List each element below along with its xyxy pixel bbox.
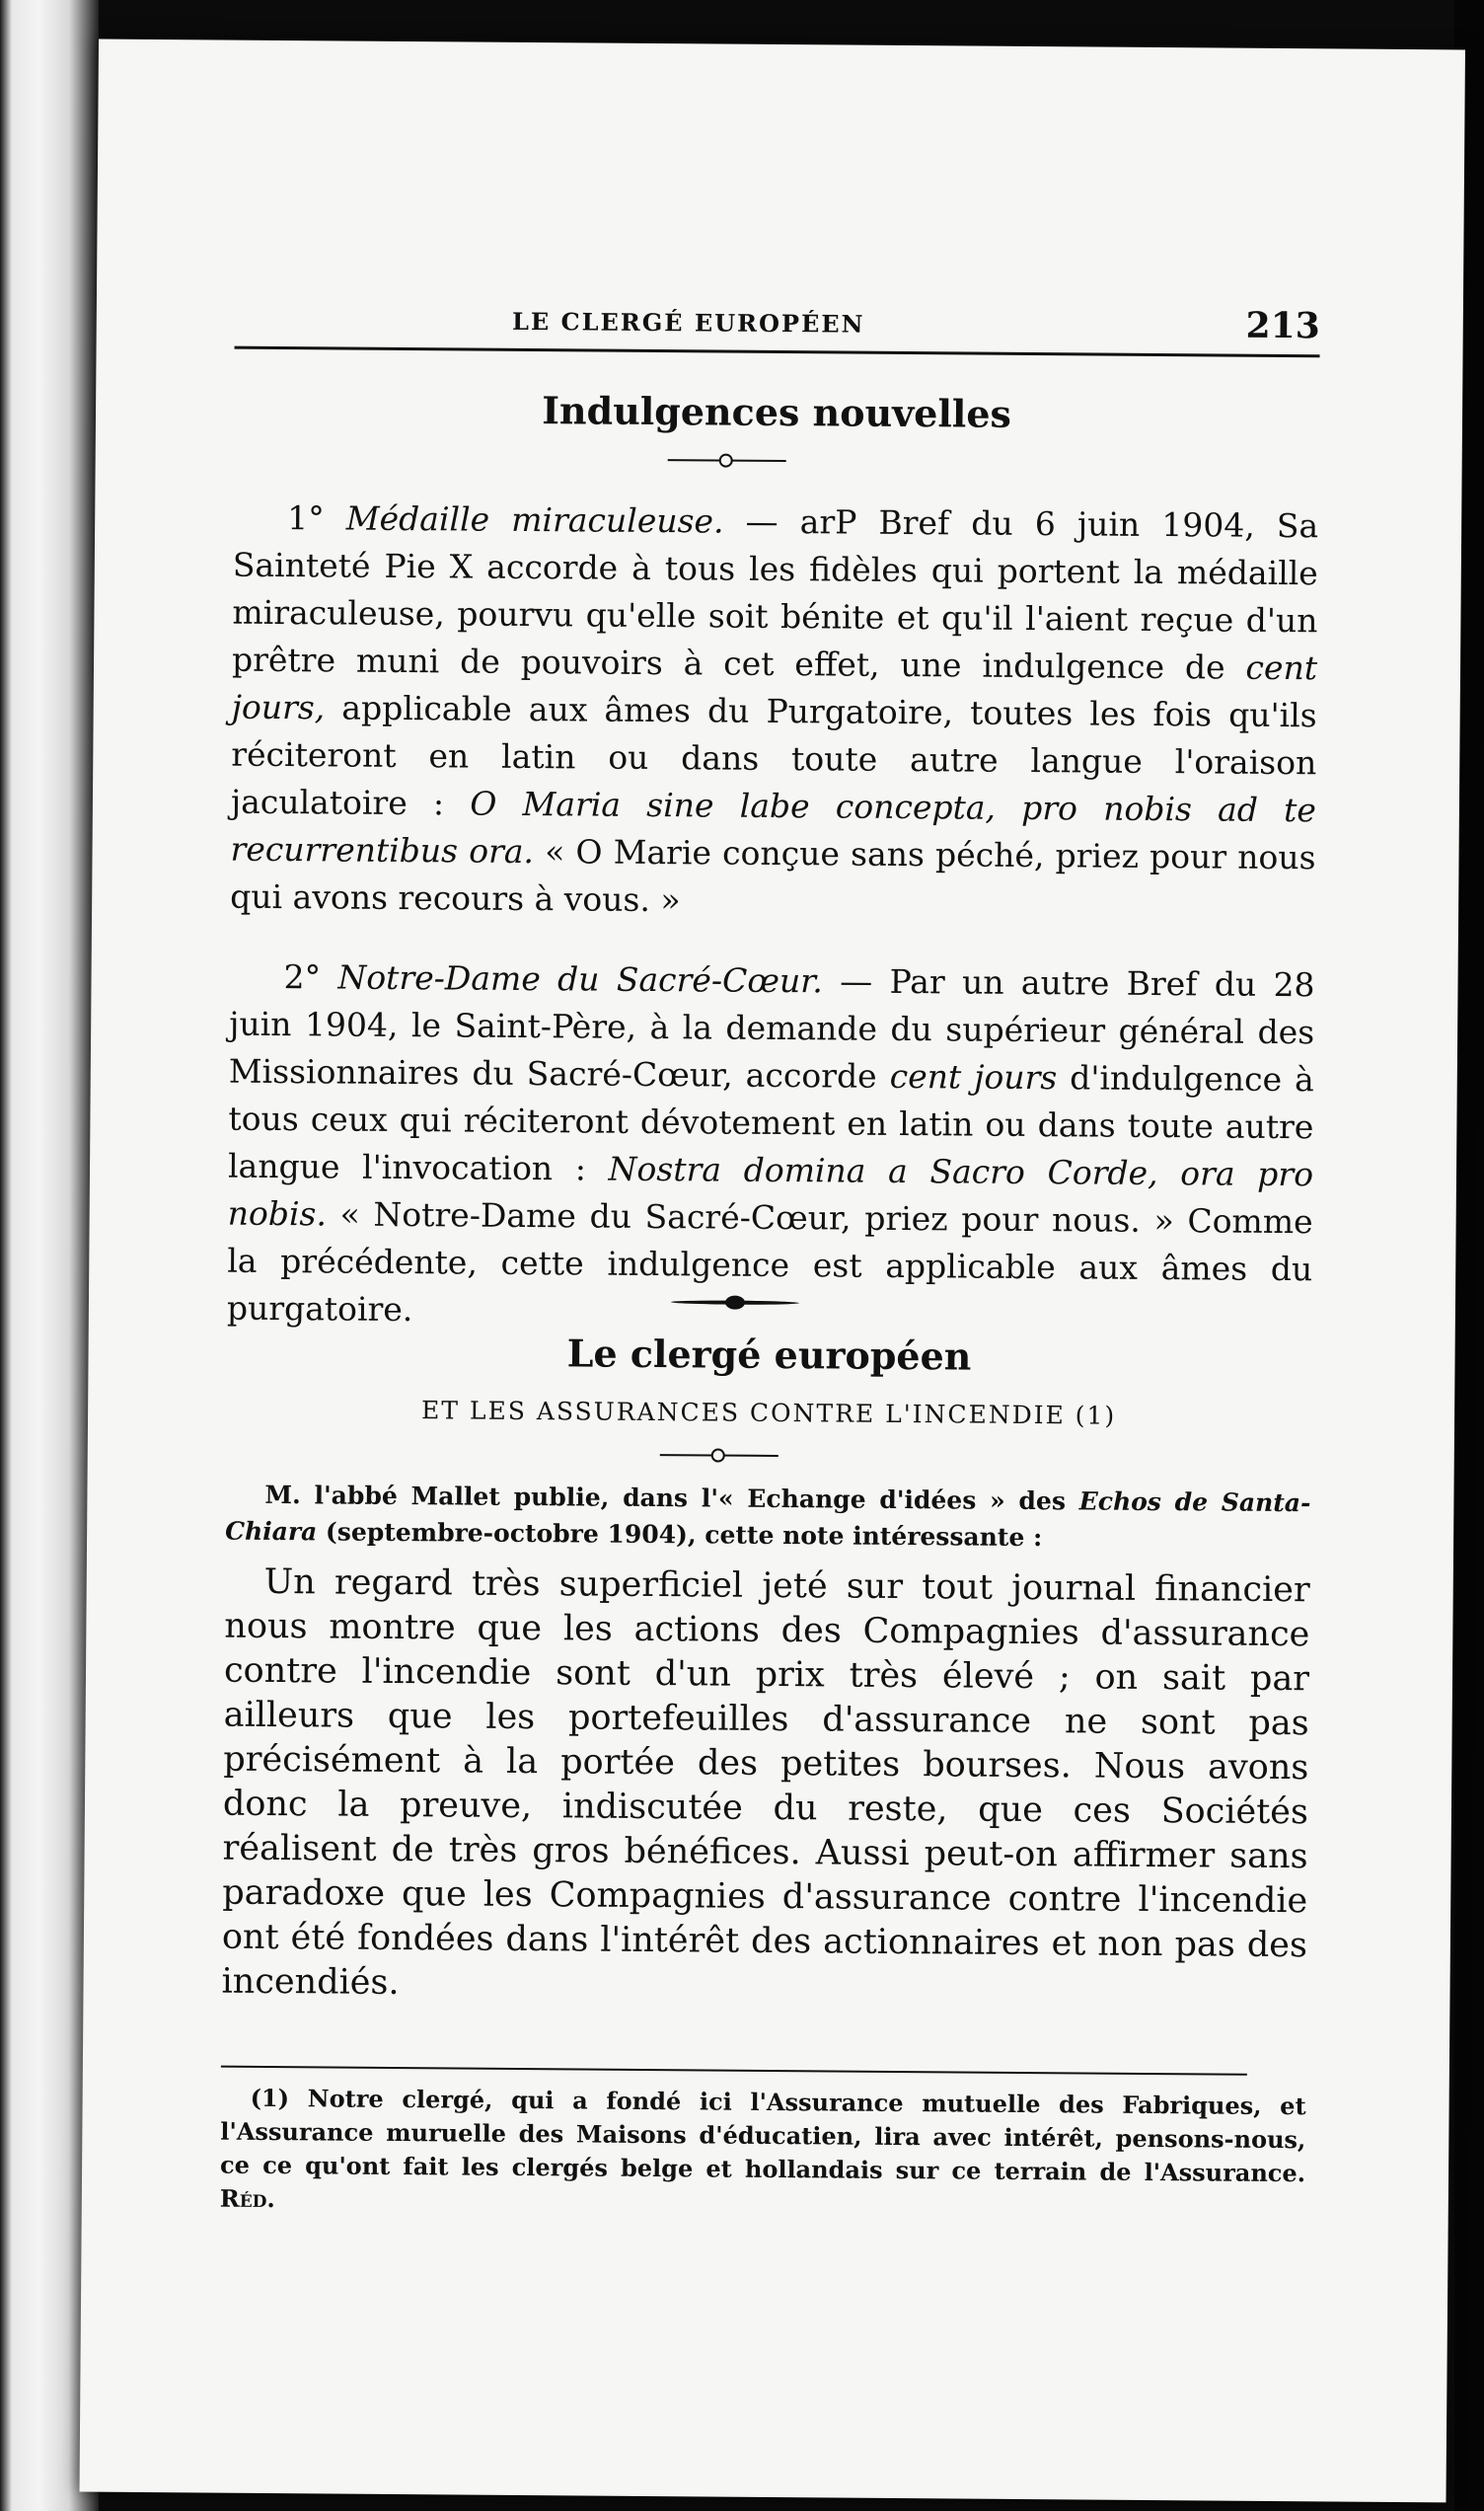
running-title: LE CLERGÉ EUROPÉEN <box>511 306 865 339</box>
paragraph-medaille <box>230 495 1318 930</box>
item-number: 1° <box>287 498 325 538</box>
subtitle-ornament <box>660 1443 779 1466</box>
paragraph-text: applicable aux âmes du Purgatoire, toutes les fois qu'ils réciteront en latin ou dans toute autre langue l'oraison jaculatoire : <box>230 688 1317 823</box>
section-title-clerge: Le clergé européen <box>566 1331 972 1379</box>
item-number: 2° <box>283 957 322 997</box>
item-heading: Médaille miraculeuse. <box>345 498 724 541</box>
paragraph-text: Un regard très superficiel jeté sur tout journal financier nous montre que les actions des Compagnies d'assurance contre l'incendie sont d'un prix très élevé ; on sait par ailleurs que les portefeuilles d'assurance ne sont pas précisément à la portée des petites bourses. Nous avons donc la preuve, indiscutée du reste, que ces Sociétés réalisent de très gros bénéfices. Aussi peut-on affirmer sans paradoxe que les Compagnies d'assurance contre l'incendie ont été fondées dans l'intérêt des actionnaires et non pas des incendiés. <box>221 1561 1310 2004</box>
latin-prayer: Nostra domina a Sacro Corde, ora pro nobis. <box>227 1149 1314 1234</box>
section-fleuron <box>671 1292 799 1313</box>
page-number: 213 <box>1245 304 1320 347</box>
intro-note <box>225 1477 1311 1559</box>
item-heading: Notre-Dame du Sacré-Cœur. <box>337 957 824 1001</box>
paragraph-text: — arP Bref du 6 juin 1904, Sa Saintеté Pie X accorde à tous les fidèles qui portent la médaille miraculeuse, pourvu qu'elle soit bénite et qu'il l'aient reçue d'un prêtre muni de pouvoirs à cet effet, une indulgence de <box>231 501 1319 687</box>
running-head <box>234 305 1319 373</box>
intro-text: (septembre-octobre 1904), cette note intéressante : <box>317 1517 1043 1553</box>
emphasis: cent jours, <box>231 647 1318 727</box>
book-page <box>80 39 1465 2503</box>
paragraph-text: d'indulgence à tous ceux qui réciteront dévotement en latin ou dans toute autre langue l'invocation : <box>227 1058 1314 1188</box>
section-subtitle: ET LES ASSURANCES CONTRE L'INCENDIE (1) <box>420 1396 1117 1430</box>
title-ornament <box>668 448 786 471</box>
paragraph-text: « O Marie conçue sans péché, priez pour nous qui avons recours à vous. » <box>230 832 1316 920</box>
section-title-indulgences: Indulgences nouvelles <box>542 388 1012 436</box>
intro-text: M. l'abbé Mallet publie, dans l'« Echange d'idées » des <box>264 1480 1079 1516</box>
paragraph-notre-dame <box>227 953 1315 1341</box>
footnote-text: (1) Notre clergé, qui a fondé ici l'Assurance mutuelle des Fabriques, et l'Assurance muruelle des Maisons d'éducatien, lira avec intérêt, pensons-nous, ce ce qu'ont fait les clergés belge et hollandais sur ce terrain de l'Assurance. <box>219 2083 1306 2188</box>
journal-title: Echos de Santa-Chiara <box>225 1486 1311 1547</box>
paragraph-text: « Notre-Dame du Sacré-Cœur, priez pour nous. » Comme la précédente, cette indulgence est applicable aux âmes du purgatoire. <box>226 1194 1313 1330</box>
footnote-signature: Réd. <box>219 2183 275 2214</box>
paragraph-assurances <box>221 1560 1310 2014</box>
footnote-rule <box>221 2066 1247 2076</box>
latin-prayer: O Maria sine labe concepta, pro nobis ad te recurrentibus ora. <box>230 784 1317 872</box>
head-rule <box>235 346 1320 358</box>
emphasis: cent jours <box>889 1056 1058 1098</box>
footnote <box>220 2082 1306 2225</box>
paragraph-text: — Par un autre Bref du 28 juin 1904, le Saint-Père, à la demande du supérieur général des Missionnaires du Sacré-Cœur, accorde <box>228 961 1315 1096</box>
